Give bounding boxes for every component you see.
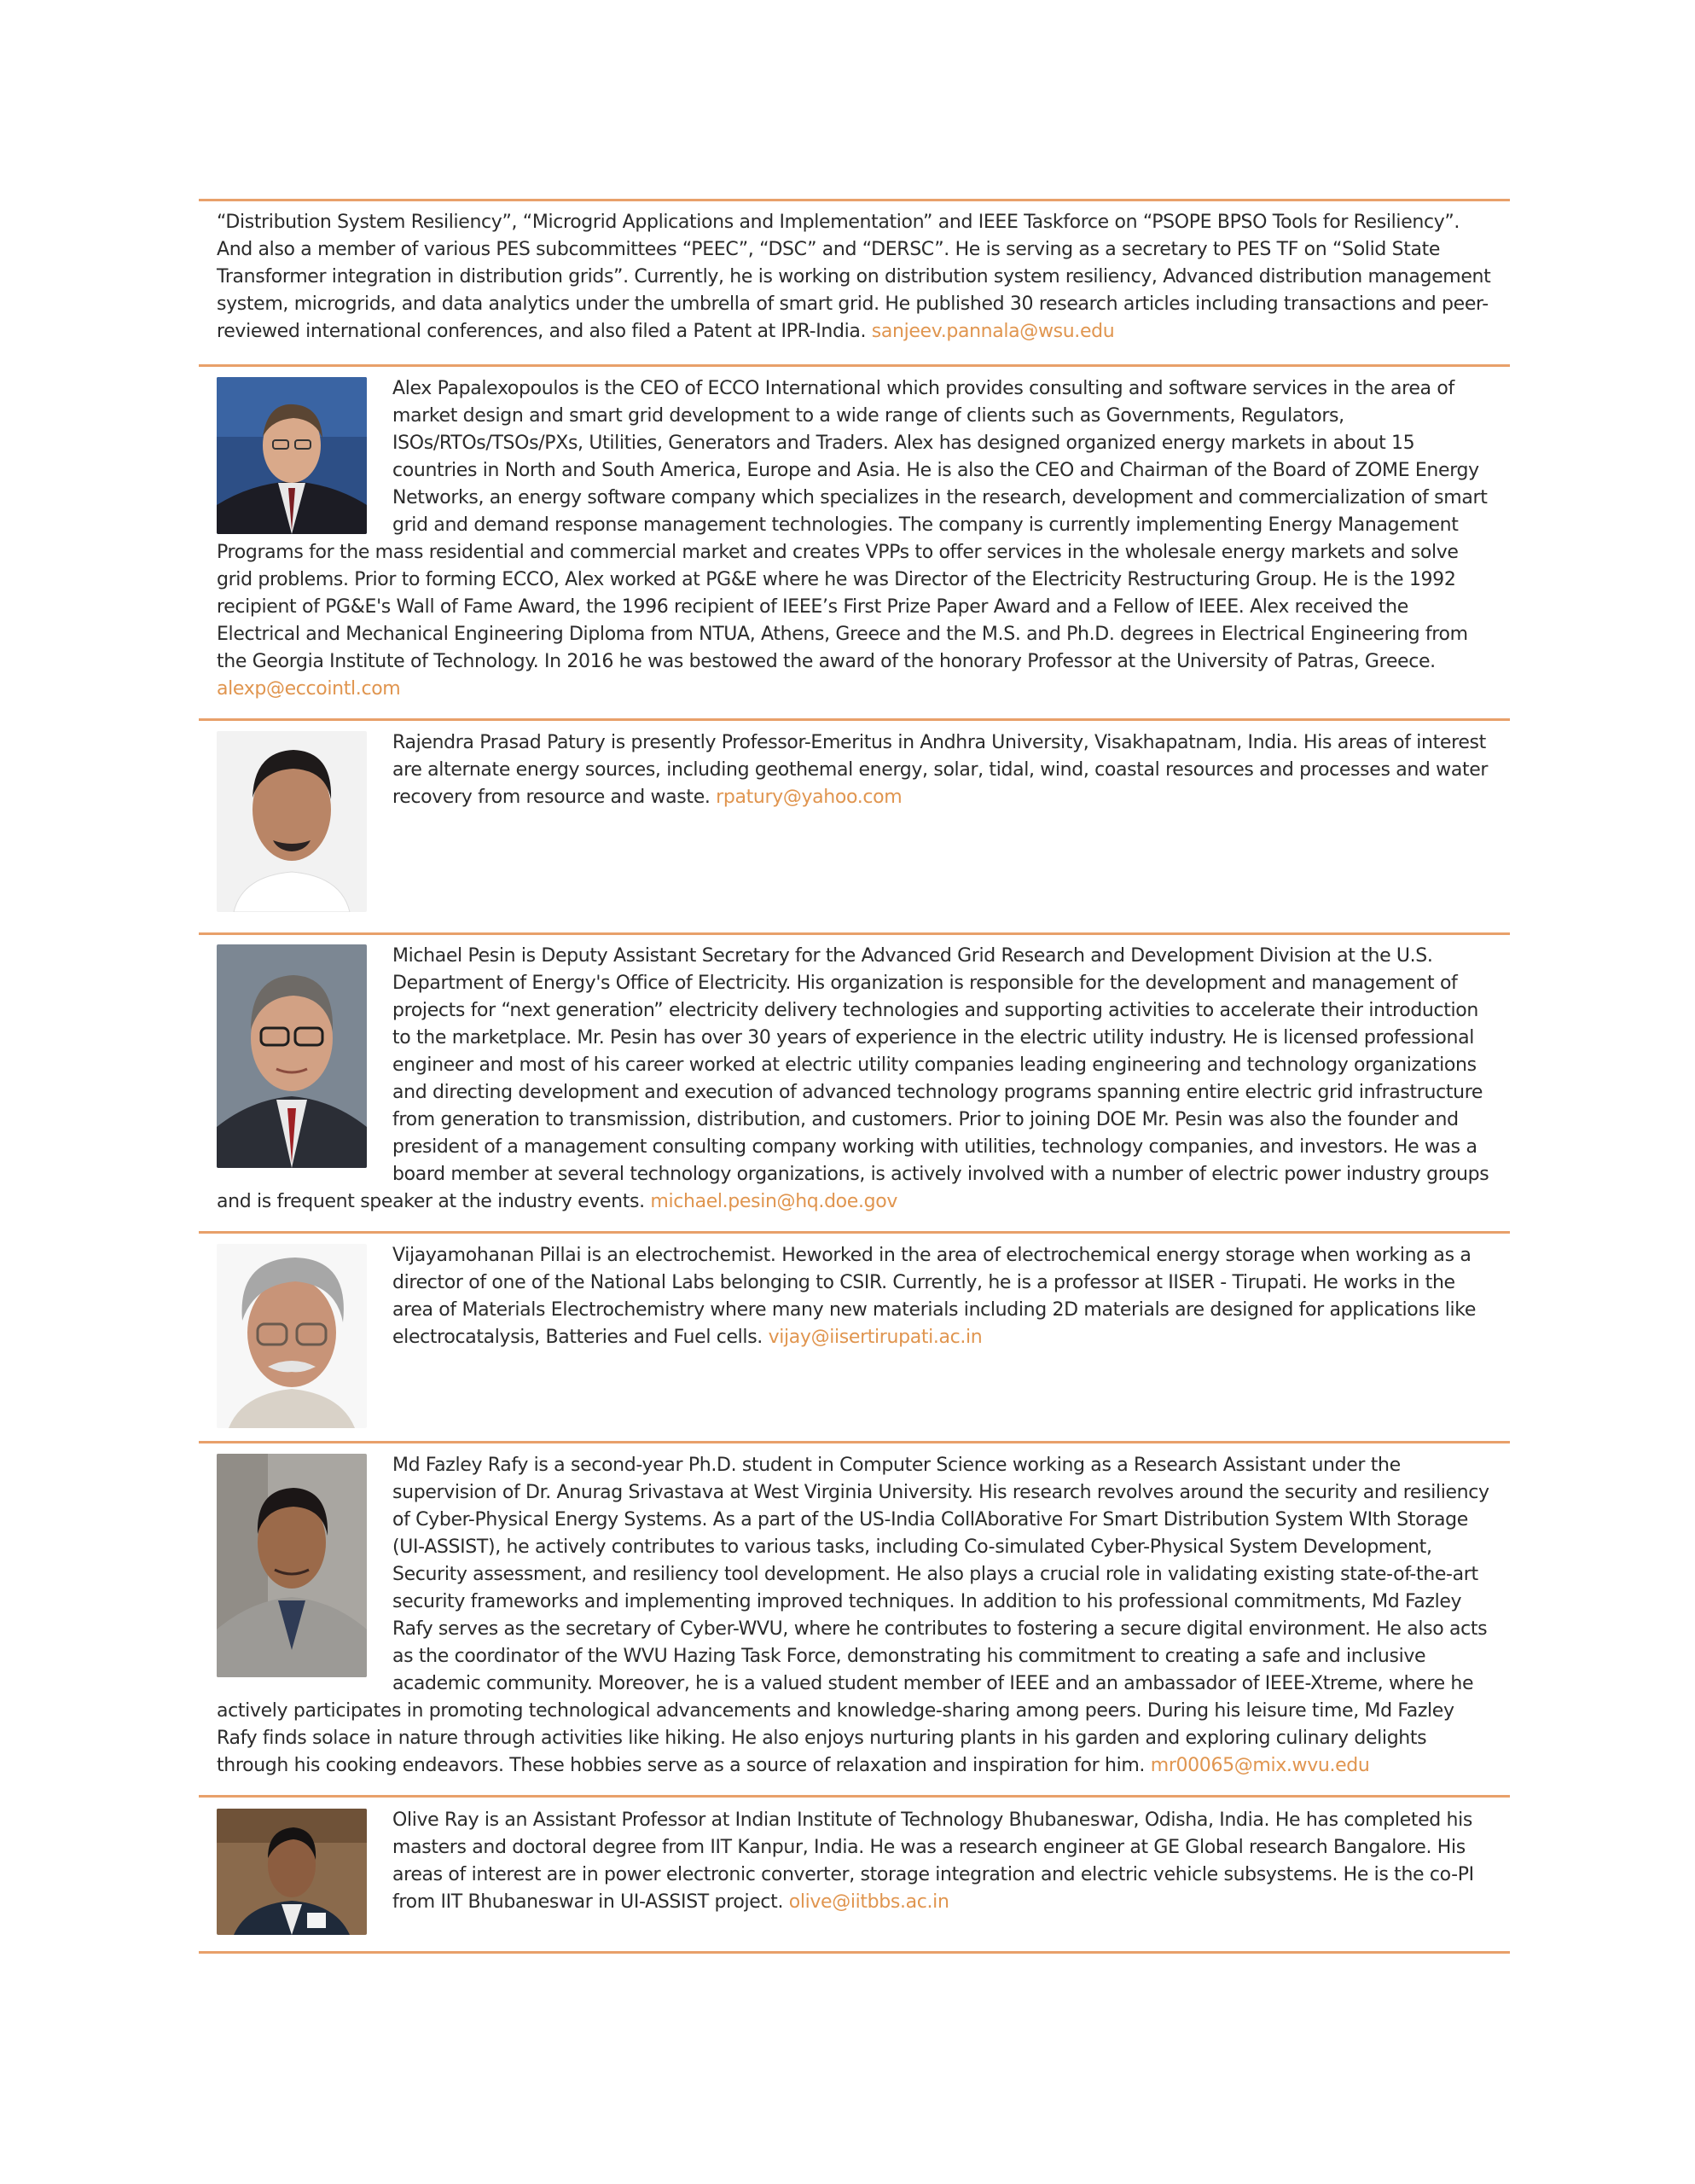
email-link[interactable]: olive@iitbbs.ac.in	[788, 1891, 949, 1913]
email-link[interactable]: sanjeev.pannala@wsu.edu	[871, 321, 1115, 342]
bio-entry-rajendra-prasad-patury	[217, 729, 1496, 912]
bio-text	[217, 375, 1496, 703]
bio-text	[217, 1242, 1496, 1351]
bio-body: Olive Ray is an Assistant Professor at Indian Institute of Technology Bhubaneswar, Odisha, India. He has completed his masters and doctoral degree from IIT Kanpur, India. He was a research engineer at GE Global research Bangalore. His areas of interest are in power electronic converter, storage integration and electric vehicle subsystems. He is the co-PI from IIT Bhubaneswar in UI-ASSIST project.	[392, 1809, 1474, 1913]
bio-body: Md Fazley Rafy is a second-year Ph.D. student in Computer Science working as a Research Assistant under the supervision of Dr. Anurag Srivastava at West Virginia University. His research revolves around the security and resiliency of Cyber-Physical Energy Systems. As a part of the US-India CollAborative For Smart Distribution System WIth Storage (UI-ASSIST), he actively contributes to various tasks, including Co-simulated Cyber-Physical System Development, Security assessment, and resiliency tool development. He also plays a crucial role in validating existing state-of-the-art security frameworks and implementing improved techniques. In addition to his professional commitments, Md Fazley Rafy serves as the secretary of Cyber-WVU, where he contributes to fostering a secure digital environment. He also acts as the coordinator of the WVU Hazing Task Force, demonstrating his commitment to creating a safe and inclusive academic community. Moreover, he is a valued student member of IEEE and an ambassador of IEEE-Xtreme, where he actively participates in promoting technological advancements and knowledge-sharing among peers. During his leisure time, Md Fazley Rafy finds solace in nature through activities like hiking. He also enjoys nurturing plants in his garden and exploring culinary delights through his cooking endeavors. These hobbies serve as a source of relaxation and inspiration for him.	[217, 1455, 1489, 1776]
bio-body: Michael Pesin is Deputy Assistant Secretary for the Advanced Grid Research and Development Division at the U.S. Department of Energy's Office of Electricity. His organization is responsible for the development and management of projects for “next generation” electricity delivery technologies and supporting activities to accelerate their introduction to the marketplace. Mr. Pesin has over 30 years of experience in the electric utility industry. He is licensed professional engineer and most of his career worked at electric utility companies leading engineering and technology organizations and directing development and execution of advanced technology programs spanning entire electric grid infrastructure from generation to transmission, distribution, and customers. Prior to joining DOE Mr. Pesin was also the founder and president of a management consulting company working with utilities, technology companies, and investors. He was a board member at several technology organizations, is actively involved with a number of electric power industry groups and is frequent speaker at the industry events.	[217, 945, 1489, 1212]
bio-entry-md-fazley-rafy	[217, 1452, 1496, 1780]
portrait-photo	[217, 944, 367, 1168]
divider	[199, 364, 1510, 367]
divider	[199, 1441, 1510, 1443]
bio-entry-olive-ray	[217, 1807, 1496, 1935]
portrait-photo	[217, 1454, 367, 1677]
email-link[interactable]: michael.pesin@hq.doe.gov	[650, 1191, 898, 1212]
bio-entry-alex-papalexopoulos	[217, 375, 1496, 703]
bio-body: Rajendra Prasad Patury is presently Professor-Emeritus in Andhra University, Visakhapatnam, India. His areas of interest are alternate energy sources, including geothemal energy, solar, tidal, wind, coastal resources and processes and water recovery from resource and waste.	[392, 732, 1489, 808]
bio-entry-michael-pesin	[217, 943, 1496, 1216]
email-link[interactable]: mr00065@mix.wvu.edu	[1150, 1755, 1370, 1776]
bio-text	[217, 729, 1496, 811]
divider	[199, 1231, 1510, 1234]
bio-text	[217, 209, 1496, 346]
email-link[interactable]: vijay@iisertirupati.ac.in	[768, 1327, 983, 1348]
bio-text	[217, 943, 1496, 1216]
divider	[199, 1795, 1510, 1798]
bio-body: “Distribution System Resiliency”, “Microgrid Applications and Implementation” and IEEE Taskforce on “PSOPE BPSO Tools for Resiliency”. And also a member of various PES subcommittees “PEEC”, “DSC” and “DERSC”. He is serving as a secretary to PES TF on “Solid State Transformer integration in distribution grids”. Currently, he is working on distribution system resiliency, Advanced distribution management system, microgrids, and data analytics under the umbrella of smart grid. He published 30 research articles including transactions and peer-reviewed international conferences, and also filed a Patent at IPR-India.	[217, 212, 1491, 342]
divider	[199, 932, 1510, 935]
bio-body: Alex Papalexopoulos is the CEO of ECCO International which provides consulting and software services in the area of market design and smart grid development to a wide range of clients such as Governments, Regulators, ISOs/RTOs/TSOs/PXs, Utilities, Generators and Traders. Alex has designed organized energy markets in about 15 countries in North and South America, Europe and Asia. He is also the CEO and Chairman of the Board of ZOME Energy Networks, an energy software company which specializes in the research, development and commercialization of smart grid and demand response management technologies. The company is currently implementing Energy Management Programs for the mass residential and commercial market and creates VPPs to offer services in the wholesale energy markets and solve grid problems. Prior to forming ECCO, Alex worked at PG&E where he was Director of the Electricity Restructuring Group. He is the 1992 recipient of PG&E's Wall of Fame Award, the 1996 recipient of IEEE’s First Prize Paper Award and a Fellow of IEEE. Alex received the Electrical and Mechanical Engineering Diploma from NTUA, Athens, Greece and the M.S. and Ph.D. degrees in Electrical Engineering from the Georgia Institute of Technology. In 2016 he was bestowed the award of the honorary Professor at the University of Patras, Greece.	[217, 378, 1488, 672]
portrait-photo	[217, 1244, 367, 1428]
bio-entry-vijayamohanan-pillai	[217, 1242, 1496, 1428]
email-link[interactable]: rpatury@yahoo.com	[716, 787, 903, 808]
bio-text	[217, 1807, 1496, 1916]
divider	[199, 199, 1510, 201]
portrait-photo	[217, 1809, 367, 1935]
divider	[199, 718, 1510, 721]
bio-text	[217, 1452, 1496, 1780]
email-link[interactable]: alexp@eccointl.com	[217, 678, 401, 700]
bio-entry-sanjeev-pannala	[217, 209, 1496, 346]
portrait-photo	[217, 731, 367, 912]
divider	[199, 1951, 1510, 1954]
portrait-photo	[217, 377, 367, 534]
bio-body: Vijayamohanan Pillai is an electrochemist. Heworked in the area of electrochemical energy storage when working as a director of one of the National Labs belonging to CSIR. Currently, he is a professor at IISER - Tirupati. He works in the area of Materials Electrochemistry where many new materials including 2D materials are designed for applications like electrocatalysis, Batteries and Fuel cells.	[392, 1245, 1477, 1348]
